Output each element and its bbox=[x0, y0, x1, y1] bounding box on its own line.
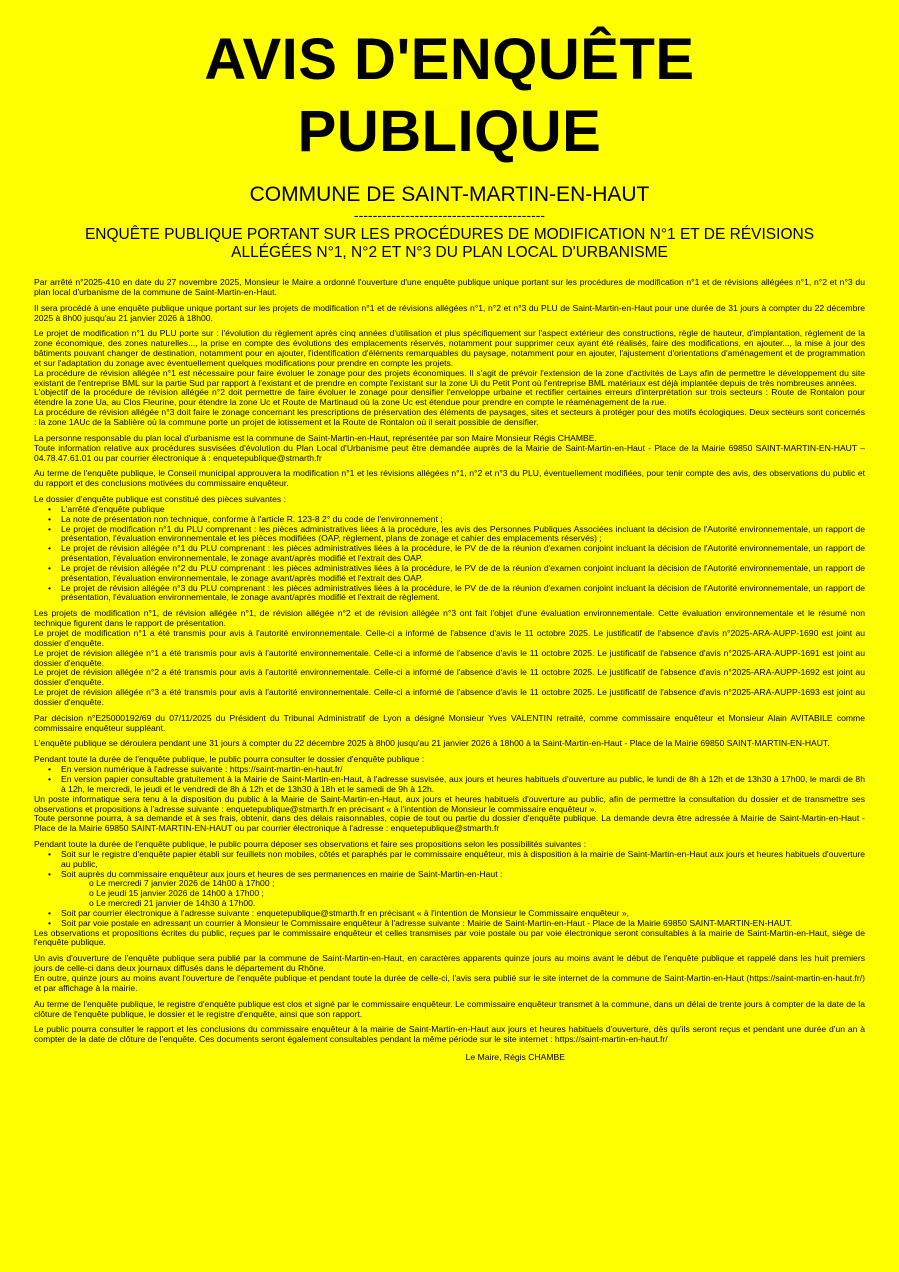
permanence-item: o Le jeudi 15 janvier 2026 de 14h00 à 17h00 ; bbox=[89, 888, 264, 899]
paragraph-location: L'enquête publique se déroulera pendant une 31 jours à compter du 22 décembre 2025 à 8h00 jusqu'au 21 janvier 2026 à 18h00 à la Saint-Martin-en-Haut - Place de la Mairie 69850 SAINT-MARTIN-EN-HAUT. bbox=[34, 738, 830, 749]
separator-line: ----------------------------------------- bbox=[353, 207, 546, 223]
permanence-item: o Le mercredi 21 janvier de 14h30 à 17h00. bbox=[89, 898, 256, 909]
list-item: • Le projet de révision allégée n°1 du PLU comprenant : les pièces administratives liées à la procédure, le PV de de la réunion d'examen conjoint incluant la décision de l'Autorité environnementale, un rapport de présentation, l'évaluation environnementale, le zonage avant/après modifié et l'extrait des OAP. bbox=[61, 544, 865, 564]
list-item: • En version papier consultable gratuitement à la Mairie de Saint-Martin-en-Haut, à l'adresse susvisée, aux jours et heures habituels d'ouverture au public, le lundi de 8h à 12h et de 13h30 à 17h00, le mardi de 8h à 12h, le mercredi, le jeudi et le vendredi de 8h à 12h et de 13h30 à 18h et le samedi de 9h à 12h. bbox=[61, 775, 865, 795]
list-item: • L'arrêté d'enquête publique bbox=[61, 505, 865, 515]
paragraph-ae-revision-3: Le projet de révision allégée n°3 a été transmis pour avis à l'autorité environnementale. Celle-ci a informé de l'absence d'avis le 11 octobre 2025. Le justificatif de l'absence d'avis n°2025-ARA-AUPP-1693 est joint au dossier d'enquête. bbox=[34, 687, 865, 707]
paragraph-consultation-intro: Pendant toute la durée de l'enquête publique, le public pourra consulter le dossier d'enquête publique : bbox=[34, 754, 425, 765]
paragraph-ae-modification-1: Le projet de modification n°1 a été transmis pour avis à l'autorité environnementale. Celle-ci a informé de l'absence d'avis le 11 octobre 2025. Le justificatif de l'absence d'avis n°2025-ARA-AUPP-1690 est joint au dossier d'enquête. bbox=[34, 628, 865, 648]
paragraph-observations-intro: Pendant toute la durée de l'enquête publique, le public pourra déposer ses observations et faire ses propositions selon les possibilités suivantes : bbox=[34, 839, 586, 850]
paragraph-revision-1: La procédure de révision allégée n°1 est nécessaire pour faire évoluer le zonage pour des projets économiques. Il s'agit de prévoir l'extension de la zone d'activités de Lays afin de permettre le développement du site existant de l'entreprise BML sur la partie Sud par rapport à l'existant et de prendre en compte l'existant sur la zone Ui du Petit Pont où l'entreprise BML matériaux est déjà implantée depuis de très nombreuses années. bbox=[34, 367, 865, 388]
title-line-2: PUBLIQUE bbox=[297, 99, 602, 164]
paragraph-computer-access: Un poste informatique sera tenu à la disposition du public à la Mairie de Saint-Martin-en-Haut, aux jours et heures habituels d'ouverture au public, afin de permettre la consultation du dossier et de transmettre ses observations et propositions à l'adresse suivante : enquetepublique@stmarth.fr en précisant « à l'intention de Monsieur le commissaire enquêteur ». bbox=[34, 793, 865, 814]
notice-subtitle: ENQUÊTE PUBLIQUE PORTANT SUR LES PROCÉDURES DE MODIFICATION N°1 ET DE RÉVISIONS ALLÉGÉES N°1, N°2 ET N°3 DU PLAN LOCAL D'URBANISME bbox=[84, 226, 815, 261]
observations-list bbox=[34, 850, 865, 929]
paragraph-revision-3: La procédure de révision allégée n°3 doit faire le zonage concernant les prescriptions de préservation des éléments de paysages, sites et secteurs à protéger pour des motifs écologiques. Deux secteurs sont concernés : la zone 1AUc de la Sablière où la commune porte un projet de lotissement et la Route de Rontalon où il serait possible de densifier. bbox=[34, 407, 865, 427]
paragraph-copy-request: Toute personne pourra, à sa demande et à ses frais, obtenir, dans des délais raisonnables, copie de tout ou partie du dossier d'enquête publique. La demande devra être adressée à Mairie de Saint-Martin-en-Haut - Place de la Mairie 69850 SAINT-MARTIN-EN-HAUT ou par courrier électronique à l'adresse : enquetepublique@stmarth.fr bbox=[34, 813, 865, 834]
paragraph-observations-consult: Les observations et propositions écrites du public, reçues par le commissaire enquêteur et celles transmises par voie postale ou par voie électronique seront consultables à la mairie de Saint-Martin-en-Haut, siège de l'enquête publique. bbox=[34, 927, 865, 948]
paragraph-arrete: Par arrêté n°2025-410 en date du 27 novembre 2025, Monsieur le Maire a ordonné l'ouverture d'une enquête publique unique portant sur les procédures de modification n°1 et de révisions allégées n°1, n°2 et n°3 du plan local d'urbanisme de la commune de Saint-Martin-en-Haut. bbox=[34, 277, 865, 297]
list-item-text: Soit auprès du commissaire enquêteur aux jours et heures de ses permanences en mairie de Saint-Martin-en-Haut : bbox=[61, 868, 503, 879]
paragraph-responsible: La personne responsable du plan local d'urbanisme est la commune de Saint-Martin-en-Haut, représentée par son Maire Monsieur Régis CHAMBE. bbox=[34, 432, 597, 443]
notice-title bbox=[34, 0, 865, 168]
notice-body bbox=[34, 278, 865, 1063]
list-item: • En version numérique à l'adresse suivante : https://saint-martin-en-haut.fr/ bbox=[61, 765, 865, 775]
paragraph-publication: Un avis d'ouverture de l'enquête publique sera publié par la commune de Saint-Martin-en-Haut, en caractères apparents quinze jours au moins avant le début de l'enquête publique et rappelé dans les huit premiers jours de celle-ci dans deux journaux diffusés dans le département du Rhône. bbox=[34, 953, 865, 974]
list-item: • Soit sur le registre d'enquête papier établi sur feuillets non mobiles, côtés et paraphés par le commissaire enquêteur, mis à disposition à la mairie de Saint-Martin-en-Haut aux jours et heures habituels d'ouverture au public, bbox=[61, 850, 865, 870]
list-item: • Le projet de révision allégée n°3 du PLU comprenant : les pièces administratives liées à la procédure, le PV de de la réunion d'examen conjoint incluant la décision de l'Autorité environnementale, un rapport de présentation, l'évaluation environnementale, le zonage avant/après modifié et l'extrait de règlement. bbox=[61, 584, 865, 604]
paragraph-modification-1: Le projet de modification n°1 du PLU porte sur : l'évolution du règlement après cinq années d'utilisation et plus spécifiquement sur l'aspect extérieur des constructions, règle de hauteur, d'implantation, règlement de la zone économique, des zones naturelles..., la prise en compte des évolutions des emplacements réservés, notamment pour supprimer ceux ayant été réalisés, faire des modifications, en ajouter..., la mise à jour des bâtiments pouvant changer de destination, notamment pour en ajouter, l'identification d'éléments remarquables du paysage, notamment pour en ajouter, l'ajustement d'orientations d'aménagement et de programmation et sur l'adaptation du zonage avec éventuellement quelques modifications pour prendre en compte les projets. bbox=[34, 328, 865, 368]
mayor-signature: Le Maire, Régis CHAMBE bbox=[465, 1052, 565, 1063]
paragraph-ae-revision-2: Le projet de révision allégée n°2 a été transmis pour avis à l'autorité environnementale. Celle-ci a informé de l'absence d'avis le 11 octobre 2025. Le justificatif de l'absence d'avis n°2025-ARA-AUPP-1692 est joint au dossier d'enquête. bbox=[34, 667, 865, 688]
paragraph-environmental: Les projets de modification n°1, de révision allégée n°1, de révision allégée n°2 et de révision allégée n°3 ont fait l'objet d'une évaluation environnementale. Cette évaluation environnementale et le résumé non technique figurent dans le rapport de présentation. bbox=[34, 608, 865, 629]
list-item: • Soit par courrier électronique à l'adresse suivante : enquetepublique@stmarth.fr en précisant « à l'intention de Monsieur le Commissaire enquêteur », bbox=[61, 909, 865, 919]
paragraph-report: Le public pourra consulter le rapport et les conclusions du commissaire enquêteur à la mairie de Saint-Martin-en-Haut aux jours et heures habituels d'ouverture, dès qu'ils seront reçus et pendant une durée d'un an à compter de la date de clôture de l'enquête. Ces documents seront également consultables pendant la même période sur le site internet : https://saint-martin-en-haut.fr/ bbox=[34, 1024, 865, 1045]
paragraph-dossier-intro: Le dossier d'enquête publique est constitué des pièces suivantes : bbox=[34, 494, 286, 505]
list-item: • Soit par voie postale en adressant un courrier à Monsieur le Commissaire enquêteur à l'adresse suivante : Mairie de Saint-Martin-en-Haut - Place de la Mairie 69850 SAINT-MARTIN-EN-HAUT. bbox=[61, 919, 865, 929]
title-line-1: AVIS D'ENQUÊTE bbox=[204, 27, 695, 92]
dossier-list bbox=[34, 505, 865, 603]
permanence-item: o Le mercredi 7 janvier 2026 de 14h00 à 17h00 ; bbox=[89, 878, 275, 889]
paragraph-website: En outre, quinze jours au moins avant l'ouverture de l'enquête publique et pendant toute la durée de celle-ci, l'avis sera publié sur le site internet de la commune de Saint-Martin-en-Haut (https://saint-martin-en-haut.fr/) et par affichage à la mairie. bbox=[34, 973, 865, 993]
commune-name: COMMUNE DE SAINT-MARTIN-EN-HAUT bbox=[249, 183, 650, 206]
paragraph-ae-revision-1: Le projet de révision allégée n°1 a été transmis pour avis à l'autorité environnementale. Celle-ci a informé de l'absence d'avis le 11 octobre 2025. Le justificatif de l'absence d'avis n°2025-ARA-AUPP-1691 est joint au dossier d'enquête. bbox=[34, 647, 865, 668]
list-item: • Le projet de révision allégée n°2 du PLU comprenant : les pièces administratives liées à la procédure, le PV de de la réunion d'examen conjoint incluant la décision de l'Autorité environnementale, un rapport de présentation, l'évaluation environnementale, le zonage avant/après modifié et l'extrait des OAP. bbox=[61, 564, 865, 584]
list-item: • Le projet de modification n°1 du PLU comprenant : les pièces administratives liées à la procédure, les avis des Personnes Publiques Associées incluant la décision de l'Autorité environnementale, un rapport de présentation, l'évaluation environnementale et les pièces modifiées (OAP, règlement, plans de zonage et cahier des emplacements réservés) ; bbox=[61, 525, 865, 545]
consultation-list bbox=[34, 765, 865, 795]
list-item bbox=[61, 870, 865, 909]
paragraph-closing: Au terme de l'enquête publique, le registre d'enquête publique est clos et signé par le commissaire enquêteur. Le commissaire enquêteur transmet à la commune, dans un délai de trente jours à compter de la date de la clôture de l'enquête publique, le dossier et le registre d'enquête, ainsi que son rapport. bbox=[34, 998, 865, 1019]
paragraph-duration: Il sera procédé à une enquête publique unique portant sur les projets de modification n°1 et de révisions allégées n°1, n°2 et n°3 du PLU de Saint-Martin-en-Haut pour une durée de 31 jours à compter du 22 décembre 2025 à 8h00 jusqu'au 21 janvier 2026 à 18h00. bbox=[34, 302, 865, 323]
list-item: • La note de présentation non technique, conforme à l'article R. 123-8 2° du code de l'environnement ; bbox=[61, 515, 865, 525]
paragraph-commissaire: Par décision n°E25000192/69 du 07/11/2025 du Président du Tribunal Administratif de Lyon a désigné Monsieur Yves VALENTIN retraité, comme commissaire enquêteur et Monsieur Alain AVITABILE comme commissaire enquêteur suppléant. bbox=[34, 712, 865, 733]
paragraph-council: Au terme de l'enquête publique, le Conseil municipal approuvera la modification n°1 et les révisions allégées n°1, n°2 et n°3 du PLU, éventuellement modifiées, pour tenir compte des avis, des observations du public et du rapport et des conclusions motivées du commissaire enquêteur. bbox=[34, 468, 865, 489]
paragraph-information: Toute information relative aux procédures susvisées d'évolution du Plan Local d'Urbanisme peut être demandée auprès de la Mairie de Saint-Martin-en-Haut - Place de la Mairie 69850 SAINT-MARTIN-EN-HAUT – 04.78.47.61.01 ou par courrier électronique à : enquetepublique@stmarth.fr bbox=[34, 442, 865, 463]
paragraph-revision-2: L'objectif de la procédure de révision allégée n°2 doit permettre de faire évoluer le zonage pour densifier l'enveloppe urbaine et rectifier certaines erreurs d'interprétation sur trois secteurs : Route de Rontalon pour étendre la zone Ua, au Clos Fleurine, pour étendre la zone Uc et Route de Martinaud où la zone Uc est étendue pour prendre en compte le réaménagement de la rue. bbox=[34, 387, 865, 408]
